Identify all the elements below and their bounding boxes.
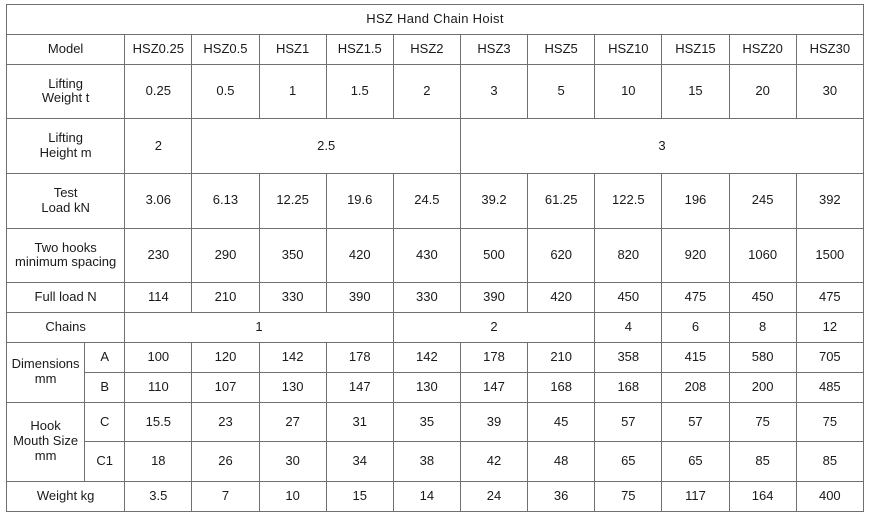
cell-hook-c-7: 57 bbox=[595, 402, 662, 442]
cell-dimension-b-1: 107 bbox=[192, 372, 259, 402]
cell-hook-c1-1: 26 bbox=[192, 442, 259, 482]
cell-dimension-b-5: 147 bbox=[460, 372, 527, 402]
sub-label-dimension-a: A bbox=[85, 342, 125, 372]
row-label-lifting-height: Lifting Height m bbox=[7, 119, 125, 174]
cell-full-load-3: 390 bbox=[326, 283, 393, 313]
table-header-row bbox=[7, 34, 864, 64]
cell-lifting-height-group-2: 3 bbox=[460, 119, 863, 174]
table-row bbox=[7, 283, 864, 313]
cell-test-load-10: 392 bbox=[796, 173, 863, 228]
cell-weight-10: 400 bbox=[796, 482, 863, 512]
cell-dimension-a-0: 100 bbox=[125, 342, 192, 372]
cell-test-load-7: 122.5 bbox=[595, 173, 662, 228]
cell-dimension-b-8: 208 bbox=[662, 372, 729, 402]
cell-lifting-weight-2: 1 bbox=[259, 64, 326, 119]
title-row bbox=[7, 5, 864, 35]
cell-chains-group-4: 8 bbox=[729, 313, 796, 343]
cell-lifting-height-group-1: 2.5 bbox=[192, 119, 461, 174]
model-header-5: HSZ3 bbox=[460, 34, 527, 64]
model-header-10: HSZ30 bbox=[796, 34, 863, 64]
row-label-hook-mouth-size: Hook Mouth Size mm bbox=[7, 402, 85, 482]
cell-weight-9: 164 bbox=[729, 482, 796, 512]
cell-lifting-weight-0: 0.25 bbox=[125, 64, 192, 119]
table-row bbox=[7, 228, 864, 283]
model-header-0: HSZ0.25 bbox=[125, 34, 192, 64]
row-label-full-load: Full load N bbox=[7, 283, 125, 313]
table-row bbox=[7, 313, 864, 343]
cell-dimension-a-2: 142 bbox=[259, 342, 326, 372]
cell-lifting-weight-1: 0.5 bbox=[192, 64, 259, 119]
row-label-two-hooks: Two hooks minimum spacing bbox=[7, 228, 125, 283]
model-header-3: HSZ1.5 bbox=[326, 34, 393, 64]
cell-dimension-a-9: 580 bbox=[729, 342, 796, 372]
cell-full-load-6: 420 bbox=[528, 283, 595, 313]
row-label-dimensions: Dimensions mm bbox=[7, 342, 85, 402]
cell-full-load-7: 450 bbox=[595, 283, 662, 313]
cell-dimension-b-3: 147 bbox=[326, 372, 393, 402]
cell-lifting-weight-5: 3 bbox=[460, 64, 527, 119]
cell-chains-group-5: 12 bbox=[796, 313, 863, 343]
cell-dimension-a-5: 178 bbox=[460, 342, 527, 372]
cell-dimension-b-0: 110 bbox=[125, 372, 192, 402]
cell-chains-group-1: 2 bbox=[393, 313, 594, 343]
cell-lifting-height-group-0: 2 bbox=[125, 119, 192, 174]
row-label-chains: Chains bbox=[7, 313, 125, 343]
cell-hook-c-10: 75 bbox=[796, 402, 863, 442]
cell-hook-c1-5: 42 bbox=[460, 442, 527, 482]
table-row bbox=[7, 173, 864, 228]
model-header-6: HSZ5 bbox=[528, 34, 595, 64]
cell-full-load-0: 114 bbox=[125, 283, 192, 313]
cell-dimension-a-1: 120 bbox=[192, 342, 259, 372]
cell-lifting-weight-3: 1.5 bbox=[326, 64, 393, 119]
cell-lifting-weight-10: 30 bbox=[796, 64, 863, 119]
cell-hook-c1-3: 34 bbox=[326, 442, 393, 482]
page-title: HSZ Hand Chain Hoist bbox=[7, 5, 864, 35]
cell-two-hooks-2: 350 bbox=[259, 228, 326, 283]
cell-test-load-3: 19.6 bbox=[326, 173, 393, 228]
table-row bbox=[7, 119, 864, 174]
cell-two-hooks-5: 500 bbox=[460, 228, 527, 283]
cell-hook-c1-8: 65 bbox=[662, 442, 729, 482]
cell-hook-c-8: 57 bbox=[662, 402, 729, 442]
cell-full-load-8: 475 bbox=[662, 283, 729, 313]
cell-dimension-b-9: 200 bbox=[729, 372, 796, 402]
model-header-1: HSZ0.5 bbox=[192, 34, 259, 64]
cell-full-load-9: 450 bbox=[729, 283, 796, 313]
cell-test-load-9: 245 bbox=[729, 173, 796, 228]
cell-hook-c-3: 31 bbox=[326, 402, 393, 442]
cell-test-load-6: 61.25 bbox=[528, 173, 595, 228]
table-row bbox=[7, 372, 864, 402]
cell-full-load-5: 390 bbox=[460, 283, 527, 313]
cell-two-hooks-9: 1060 bbox=[729, 228, 796, 283]
cell-dimension-a-3: 178 bbox=[326, 342, 393, 372]
cell-hook-c1-2: 30 bbox=[259, 442, 326, 482]
cell-hook-c-5: 39 bbox=[460, 402, 527, 442]
cell-dimension-a-6: 210 bbox=[528, 342, 595, 372]
sub-label-hook-c: C bbox=[85, 402, 125, 442]
sub-label-hook-c1: C1 bbox=[85, 442, 125, 482]
cell-dimension-a-10: 705 bbox=[796, 342, 863, 372]
cell-hook-c-6: 45 bbox=[528, 402, 595, 442]
cell-dimension-b-10: 485 bbox=[796, 372, 863, 402]
cell-test-load-2: 12.25 bbox=[259, 173, 326, 228]
specification-table bbox=[6, 4, 864, 512]
cell-test-load-4: 24.5 bbox=[393, 173, 460, 228]
cell-hook-c-4: 35 bbox=[393, 402, 460, 442]
cell-dimension-b-4: 130 bbox=[393, 372, 460, 402]
cell-two-hooks-0: 230 bbox=[125, 228, 192, 283]
header-model-label: Model bbox=[7, 34, 125, 64]
cell-lifting-weight-4: 2 bbox=[393, 64, 460, 119]
cell-two-hooks-8: 920 bbox=[662, 228, 729, 283]
cell-dimension-b-7: 168 bbox=[595, 372, 662, 402]
cell-lifting-weight-7: 10 bbox=[595, 64, 662, 119]
cell-dimension-a-4: 142 bbox=[393, 342, 460, 372]
table-row bbox=[7, 402, 864, 442]
cell-weight-1: 7 bbox=[192, 482, 259, 512]
cell-two-hooks-1: 290 bbox=[192, 228, 259, 283]
cell-hook-c-0: 15.5 bbox=[125, 402, 192, 442]
cell-test-load-5: 39.2 bbox=[460, 173, 527, 228]
cell-two-hooks-10: 1500 bbox=[796, 228, 863, 283]
cell-chains-group-2: 4 bbox=[595, 313, 662, 343]
cell-dimension-b-6: 168 bbox=[528, 372, 595, 402]
cell-two-hooks-3: 420 bbox=[326, 228, 393, 283]
cell-lifting-weight-6: 5 bbox=[528, 64, 595, 119]
model-header-4: HSZ2 bbox=[393, 34, 460, 64]
cell-full-load-10: 475 bbox=[796, 283, 863, 313]
cell-test-load-8: 196 bbox=[662, 173, 729, 228]
cell-hook-c1-6: 48 bbox=[528, 442, 595, 482]
cell-hook-c1-10: 85 bbox=[796, 442, 863, 482]
cell-two-hooks-7: 820 bbox=[595, 228, 662, 283]
row-label-test-load: Test Load kN bbox=[7, 173, 125, 228]
cell-dimension-a-8: 415 bbox=[662, 342, 729, 372]
cell-full-load-1: 210 bbox=[192, 283, 259, 313]
table-row bbox=[7, 64, 864, 119]
model-header-9: HSZ20 bbox=[729, 34, 796, 64]
cell-hook-c1-4: 38 bbox=[393, 442, 460, 482]
cell-lifting-weight-8: 15 bbox=[662, 64, 729, 119]
cell-two-hooks-4: 430 bbox=[393, 228, 460, 283]
cell-weight-5: 24 bbox=[460, 482, 527, 512]
cell-hook-c1-7: 65 bbox=[595, 442, 662, 482]
cell-weight-3: 15 bbox=[326, 482, 393, 512]
cell-two-hooks-6: 620 bbox=[528, 228, 595, 283]
cell-hook-c-1: 23 bbox=[192, 402, 259, 442]
cell-test-load-0: 3.06 bbox=[125, 173, 192, 228]
cell-hook-c1-0: 18 bbox=[125, 442, 192, 482]
cell-weight-0: 3.5 bbox=[125, 482, 192, 512]
cell-full-load-2: 330 bbox=[259, 283, 326, 313]
model-header-8: HSZ15 bbox=[662, 34, 729, 64]
cell-weight-2: 10 bbox=[259, 482, 326, 512]
row-label-lifting-weight: Lifting Weight t bbox=[7, 64, 125, 119]
cell-lifting-weight-9: 20 bbox=[729, 64, 796, 119]
cell-dimension-b-2: 130 bbox=[259, 372, 326, 402]
model-header-7: HSZ10 bbox=[595, 34, 662, 64]
table-row bbox=[7, 442, 864, 482]
model-header-2: HSZ1 bbox=[259, 34, 326, 64]
cell-hook-c-2: 27 bbox=[259, 402, 326, 442]
table-row bbox=[7, 342, 864, 372]
cell-full-load-4: 330 bbox=[393, 283, 460, 313]
cell-weight-6: 36 bbox=[528, 482, 595, 512]
cell-chains-group-3: 6 bbox=[662, 313, 729, 343]
cell-hook-c-9: 75 bbox=[729, 402, 796, 442]
cell-chains-group-0: 1 bbox=[125, 313, 394, 343]
cell-test-load-1: 6.13 bbox=[192, 173, 259, 228]
sub-label-dimension-b: B bbox=[85, 372, 125, 402]
cell-weight-8: 117 bbox=[662, 482, 729, 512]
cell-hook-c1-9: 85 bbox=[729, 442, 796, 482]
row-label-weight: Weight kg bbox=[7, 482, 125, 512]
table-row bbox=[7, 482, 864, 512]
cell-dimension-a-7: 358 bbox=[595, 342, 662, 372]
cell-weight-4: 14 bbox=[393, 482, 460, 512]
cell-weight-7: 75 bbox=[595, 482, 662, 512]
